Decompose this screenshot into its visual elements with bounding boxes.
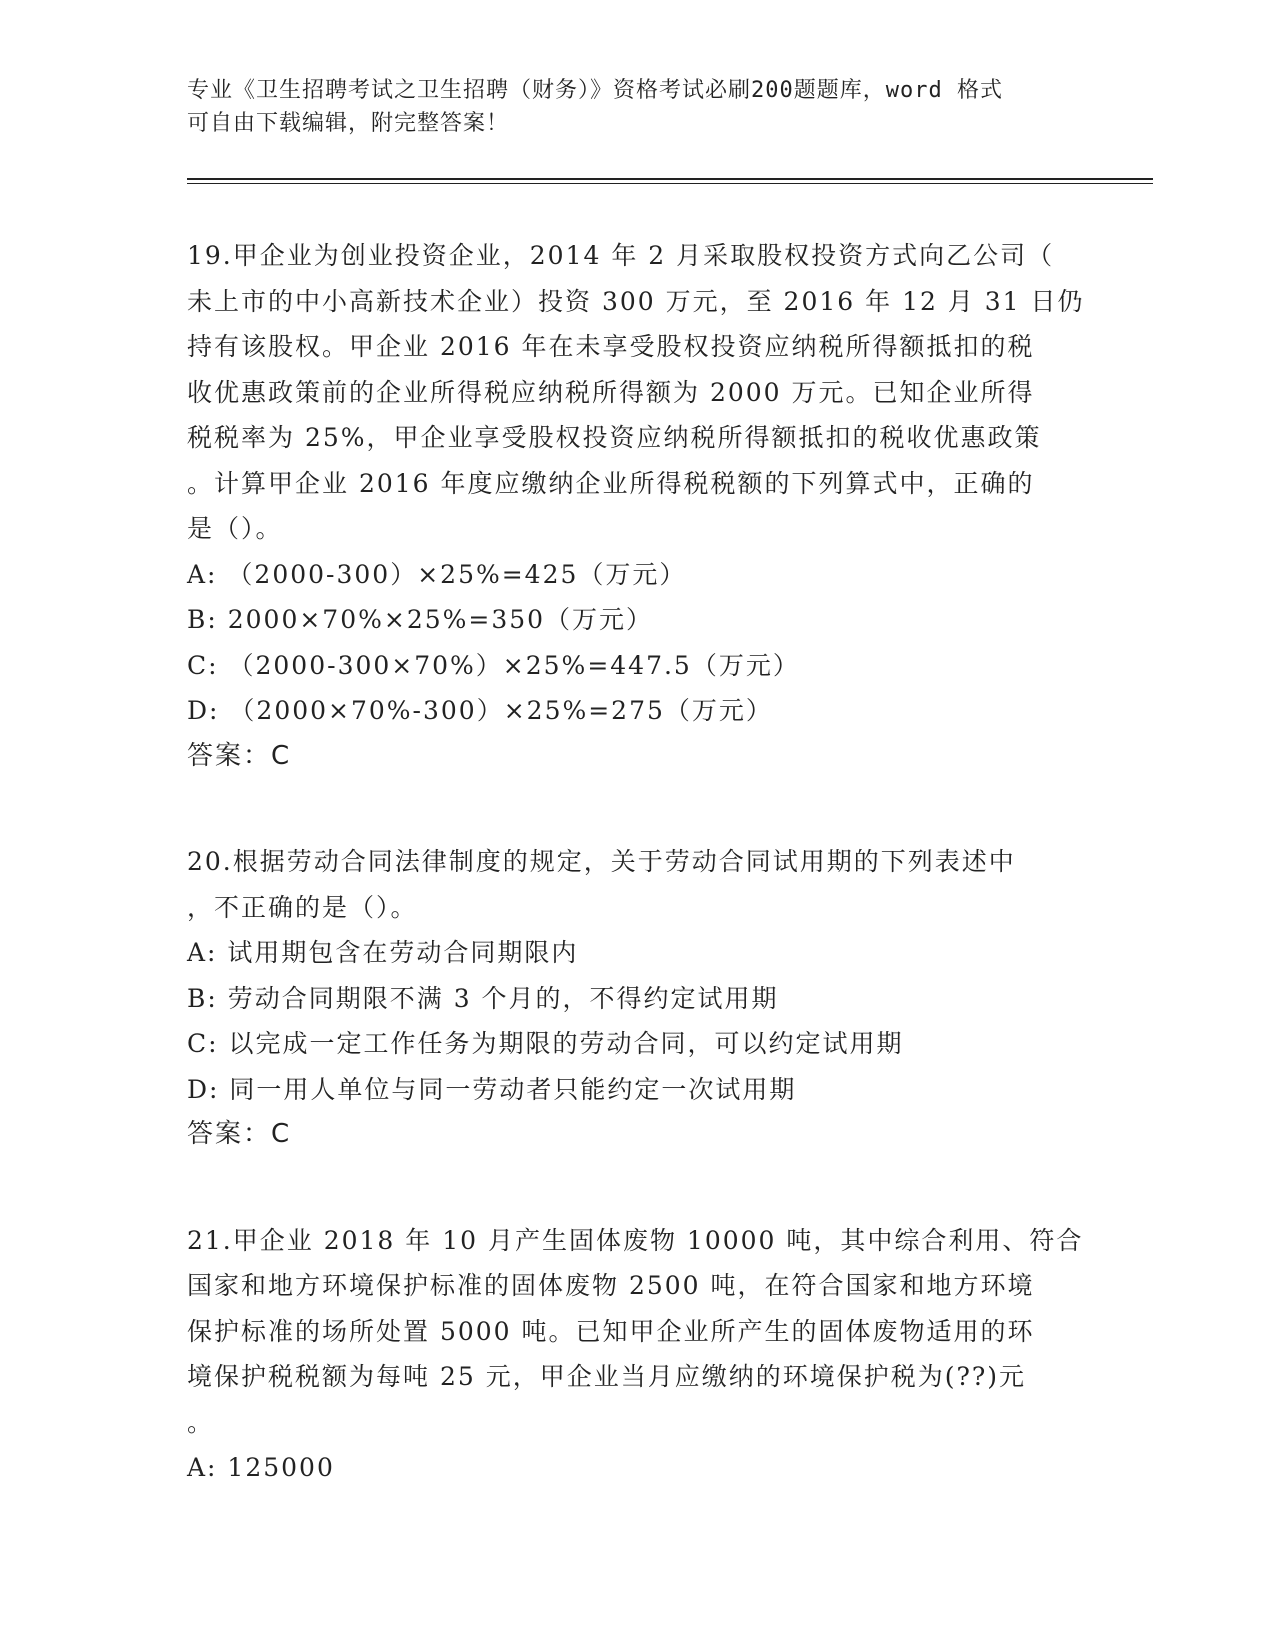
answer-label: 答案：C <box>187 1119 292 1149</box>
option-c: C: 以完成一定工作任务为期限的劳动合同，可以约定试用期 <box>187 1029 904 1058</box>
option-b: B: 劳动合同期限不满 3 个月的，不得约定试用期 <box>187 983 779 1013</box>
option-d: D: 同一用人单位与同一劳动者只能约定一次试用期 <box>187 1074 797 1104</box>
option-a: A: （2000-300）×25%=425（万元） <box>187 559 687 589</box>
question-text-line: 20.根据劳动合同法律制度的规定，关于劳动合同试用期的下列表述中 <box>187 847 1016 876</box>
question-list <box>187 233 1087 1551</box>
option-a: A: 125000 <box>187 1453 335 1482</box>
question-text-line: 是（）。 <box>187 514 283 543</box>
answer-label: 答案：C <box>187 740 292 771</box>
option-b: B: 2000×70%×25%=350（万元） <box>187 605 654 634</box>
question-text-line: 持有该股权。甲企业 2016 年在未享受股权投资应纳税所得额抵扣的税 <box>187 332 1035 361</box>
question-19 <box>187 233 1087 779</box>
document-header <box>187 74 1067 140</box>
header-line: 专业《卫生招聘考试之卫生招聘（财务）》资格考试必刷200题题库，word 格式 <box>187 78 1003 103</box>
question-text-line: 21.甲企业 2018 年 10 月产生固体废物 10000 吨，其中综合利用、符合 <box>187 1225 1084 1255</box>
question-text-line: 。 <box>187 1407 215 1437</box>
question-text-line: 收优惠政策前的企业所得税应纳税所得额为 2000 万元。已知企业所得 <box>187 377 1035 407</box>
question-text-line: ，不正确的是（）。 <box>187 892 418 922</box>
option-a: A: 试用期包含在劳动合同期限内 <box>187 938 579 967</box>
question-text-line: 保护标准的场所处置 5000 吨。已知甲企业所产生的固体废物适用的环 <box>187 1316 1035 1346</box>
header-line: 可自由下载编辑，附完整答案！ <box>187 111 510 136</box>
option-c: C: （2000-300×70%）×25%=447.5（万元） <box>187 650 800 680</box>
question-20 <box>187 839 1087 1158</box>
question-text-line: 国家和地方环境保护标准的固体废物 2500 吨，在符合国家和地方环境 <box>187 1271 1035 1300</box>
question-text-line: 。计算甲企业 2016 年度应缴纳企业所得税税额的下列算式中，正确的 <box>187 468 1035 498</box>
option-d: D: （2000×70%-300）×25%=275（万元） <box>187 696 773 725</box>
question-text-line: 境保护税税额为每吨 25 元，甲企业当月应缴纳的环境保护税为(??)元 <box>187 1362 1027 1391</box>
question-21 <box>187 1218 1087 1491</box>
question-text-line: 未上市的中小高新技术企业）投资 300 万元，至 2016 年 12 月 31 日仍 <box>187 286 1085 316</box>
header-divider <box>187 183 1153 184</box>
question-text-line: 税税率为 25%，甲企业享受股权投资应纳税所得额抵扣的税收优惠政策 <box>187 423 1042 452</box>
question-text-line: 19.甲企业为创业投资企业，2014 年 2 月采取股权投资方式向乙公司（ <box>187 241 1055 270</box>
header-divider <box>187 178 1153 180</box>
